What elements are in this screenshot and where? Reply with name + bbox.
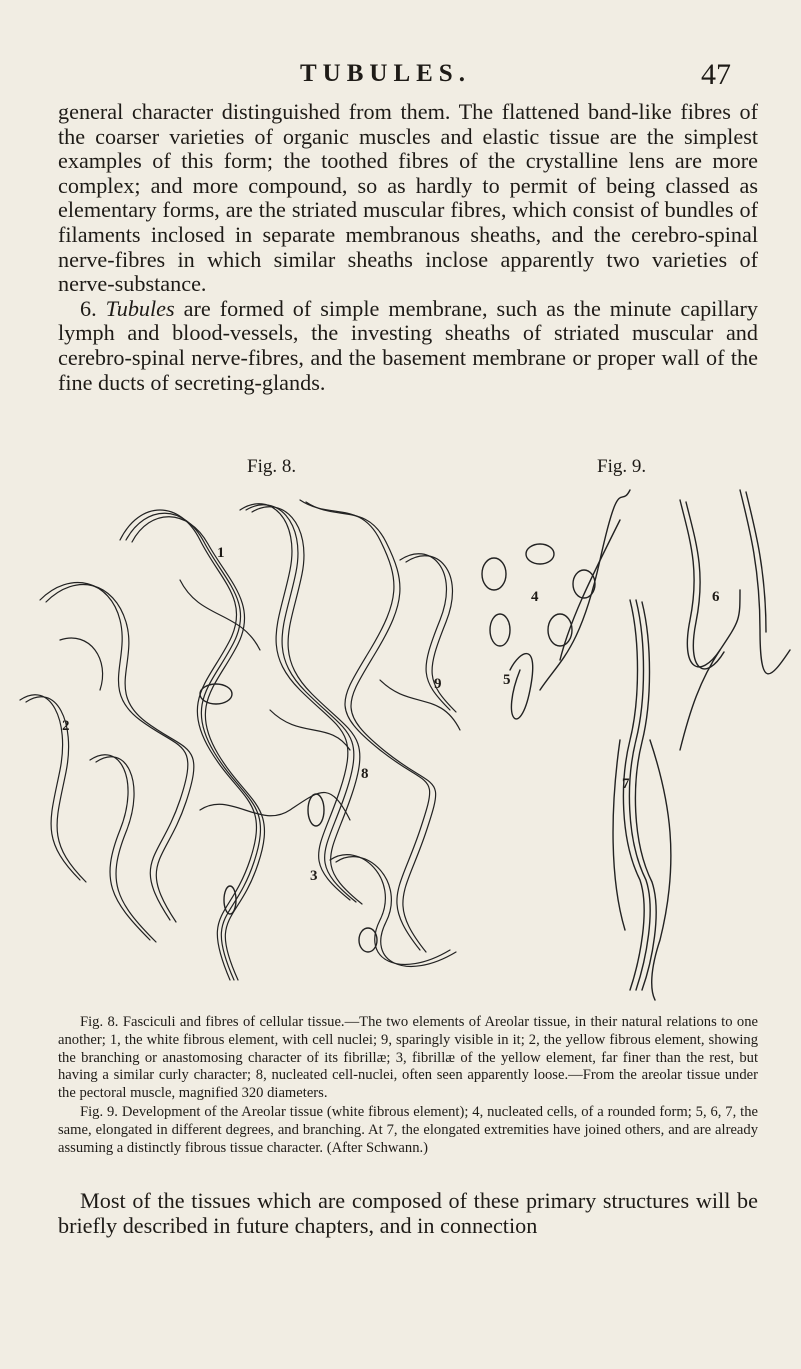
- fig9-marker: 6: [712, 589, 720, 605]
- caption-text: Development of the Areolar tissue (white fibrous element); 4, nucleated cells, of a rounded form; 5, 6, 7, the same, elongated in different degrees, and branching. At 7, the elongated extremities have joined others, and are already assuming a distinctly fibrous tissue character. (After Schwann.): [58, 1103, 758, 1156]
- running-title: TUBULES.: [300, 60, 471, 87]
- page-number: 47: [701, 58, 731, 91]
- fig9-marker: 7: [622, 776, 630, 792]
- fig9-caption: [58, 1104, 758, 1157]
- closing-text: [58, 1189, 758, 1238]
- fig8-marker: 3: [310, 868, 318, 884]
- paragraph-2: [58, 297, 758, 395]
- section-number: 6.: [80, 295, 97, 321]
- closing-paragraph: Most of the tissues which are composed of these primary structures will be briefly described in future chapters, and in connection: [58, 1188, 758, 1238]
- figure-caption: [58, 1014, 758, 1158]
- running-head: [0, 60, 801, 94]
- figure-area: [0, 480, 801, 1010]
- fig8-label: Fig. 8.: [247, 456, 297, 477]
- figure-illustration: [0, 480, 801, 1010]
- fig9-cells: [482, 490, 790, 1000]
- caption-text: Fasciculi and fibres of cellular tissue.—The two elements of Areolar tissue, in their natural relations to one another; 1, the white fibrous element, with cell nuclei; 9, sparingly visible in it; 2, the yellow fibrous element, showing the branching or anastomosing character of its fibrillæ; 3, fibrillæ of the yellow element, far finer than the rest, but having a similar curly character; 8, nucleated cell-nuclei, often seen apparently loose.—From the areolar tissue under the pectoral muscle, magnified 320 diameters.: [58, 1014, 758, 1102]
- section-text: are formed of simple membrane, such as the minute capillary lymph and blood-vessels, the investing sheaths of striated muscular and cerebro-spinal nerve-fibres, and the basement membrane or proper wall of the fine ducts of secreting-glands.: [58, 295, 758, 395]
- fig8-marker: 8: [361, 766, 369, 782]
- fig8-marker: 1: [217, 545, 225, 561]
- caption-label: Fig. 9.: [80, 1103, 118, 1120]
- fig9-label: Fig. 9.: [597, 456, 647, 477]
- fig8-caption: [58, 1014, 758, 1103]
- body-text: [58, 100, 758, 395]
- fig9-marker: 4: [531, 589, 539, 605]
- caption-label: Fig. 8.: [80, 1014, 119, 1030]
- fig8-marker: 9: [434, 676, 442, 692]
- fig8-marker: 2: [62, 718, 70, 734]
- fig8-nuclei: [200, 684, 377, 952]
- fig8-fibres: [20, 500, 460, 980]
- paragraph-1: general character distinguished from them. The flattened band-like fibres of the coarser varieties of organic muscles and elastic tissue are the simplest examples of this form; the toothed fibres of the crystalline lens are more complex; and more compound, so as hardly to permit of being classed as elementary forms, are the striated muscular fibres, which consist of bundles of filaments inclosed in separate membranous sheaths, and the cerebro-spinal nerve-fibres in which similar sheaths inclose apparently two varieties of nerve-substance.: [58, 99, 758, 297]
- fig9-marker: 5: [503, 672, 511, 688]
- section-term: Tubules: [105, 295, 175, 321]
